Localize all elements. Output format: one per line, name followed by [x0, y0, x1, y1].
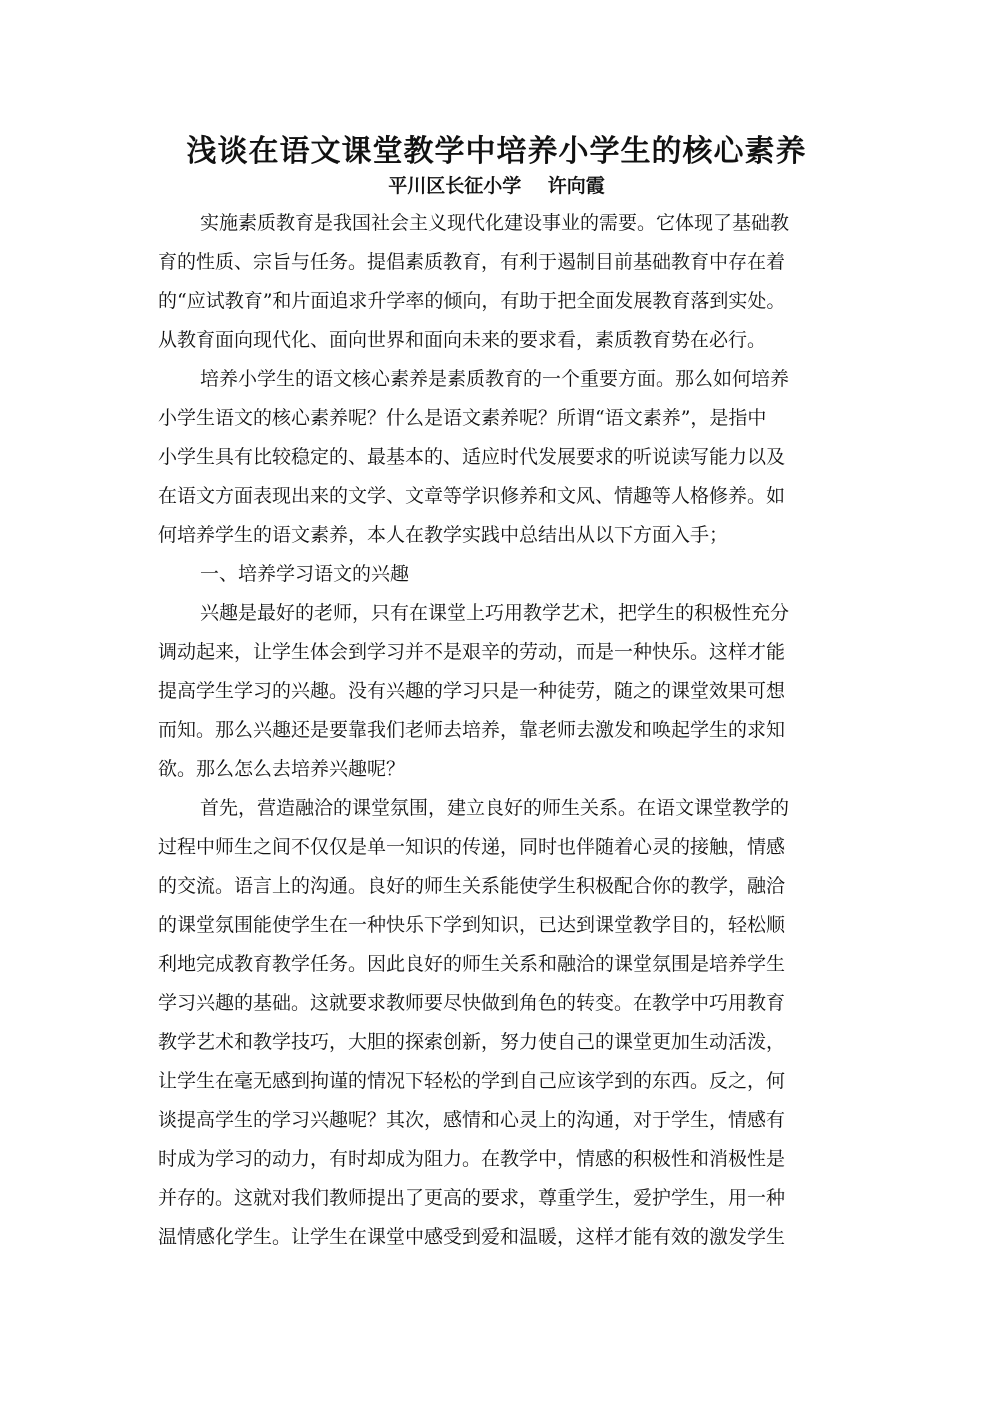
text-line: 首先，营造融洽的课堂氛围，建立良好的师生关系。在语文课堂教学的	[200, 797, 790, 819]
text-line: 提高学生学习的兴趣。没有兴趣的学习只是一种徒劳，随之的课堂效果可想	[158, 680, 786, 702]
text-line: 谈提高学生的学习兴趣呢？其次，感情和心灵上的沟通，对于学生，情感有	[158, 1109, 786, 1131]
text-line: 小学生语文的核心素养呢？什么是语文素养呢？所谓“语文素养”，是指中	[158, 407, 767, 429]
text-line: 欲。那么怎么去培养兴趣呢？	[158, 758, 406, 780]
document-title: 浅谈在语文课堂教学中培养小学生的核心素养	[186, 134, 807, 169]
text-line: 时成为学习的动力，有时却成为阻力。在教学中，情感的积极性和消极性是	[158, 1148, 786, 1170]
text-line: 从教育面向现代化、面向世界和面向未来的要求看，素质教育势在必行。	[158, 329, 767, 351]
text-line: 实施素质教育是我国社会主义现代化建设事业的需要。它体现了基础教	[200, 212, 790, 234]
text-line: 学习兴趣的基础。这就要求教师要尽快做到角色的转变。在教学中巧用教育	[158, 992, 786, 1014]
text-line: 调动起来，让学生体会到学习并不是艰辛的劳动，而是一种快乐。这样才能	[158, 641, 786, 663]
section-heading: 一、培养学习语文的兴趣	[200, 563, 410, 585]
author-line: 平川区长征小学 许向霞	[388, 175, 605, 197]
text-line: 培养小学生的语文核心素养是素质教育的一个重要方面。那么如何培养	[200, 368, 790, 390]
text-line: 并存的。这就对我们教师提出了更高的要求，尊重学生，爱护学生，用一种	[158, 1187, 786, 1209]
document-body	[158, 204, 834, 1257]
text-line: 让学生在毫无感到拘谨的情况下轻松的学到自己应该学到的东西。反之，何	[158, 1070, 786, 1092]
text-line: 温情感化学生。让学生在课堂中感受到爱和温暖，这样才能有效的激发学生	[158, 1226, 786, 1248]
text-line: 教学艺术和教学技巧，大胆的探索创新，努力使自己的课堂更加生动活泼，	[158, 1031, 786, 1053]
text-line: 兴趣是最好的老师，只有在课堂上巧用教学艺术，把学生的积极性充分	[200, 602, 790, 624]
text-line: 在语文方面表现出来的文学、文章等学识修养和文风、情趣等人格修养。如	[158, 485, 786, 507]
text-line: 小学生具有比较稳定的、最基本的、适应时代发展要求的听说读写能力以及	[158, 446, 786, 468]
text-line: 过程中师生之间不仅仅是单一知识的传递，同时也伴随着心灵的接触，情感	[158, 836, 786, 858]
text-line: 的课堂氛围能使学生在一种快乐下学到知识，已达到课堂教学目的，轻松顺	[158, 914, 786, 936]
text-line: 的交流。语言上的沟通。良好的师生关系能使学生积极配合你的教学，融洽	[158, 875, 786, 897]
text-line: 利地完成教育教学任务。因此良好的师生关系和融洽的课堂氛围是培养学生	[158, 953, 786, 975]
text-line: 育的性质、宗旨与任务。提倡素质教育，有利于遏制目前基础教育中存在着	[158, 251, 786, 273]
text-line: 的“应试教育”和片面追求升学率的倾向，有助于把全面发展教育落到实处。	[158, 290, 786, 312]
text-line: 何培养学生的语文素养，本人在教学实践中总结出从以下方面入手；	[158, 524, 729, 546]
text-line: 而知。那么兴趣还是要靠我们老师去培养，靠老师去激发和唤起学生的求知	[158, 719, 786, 741]
